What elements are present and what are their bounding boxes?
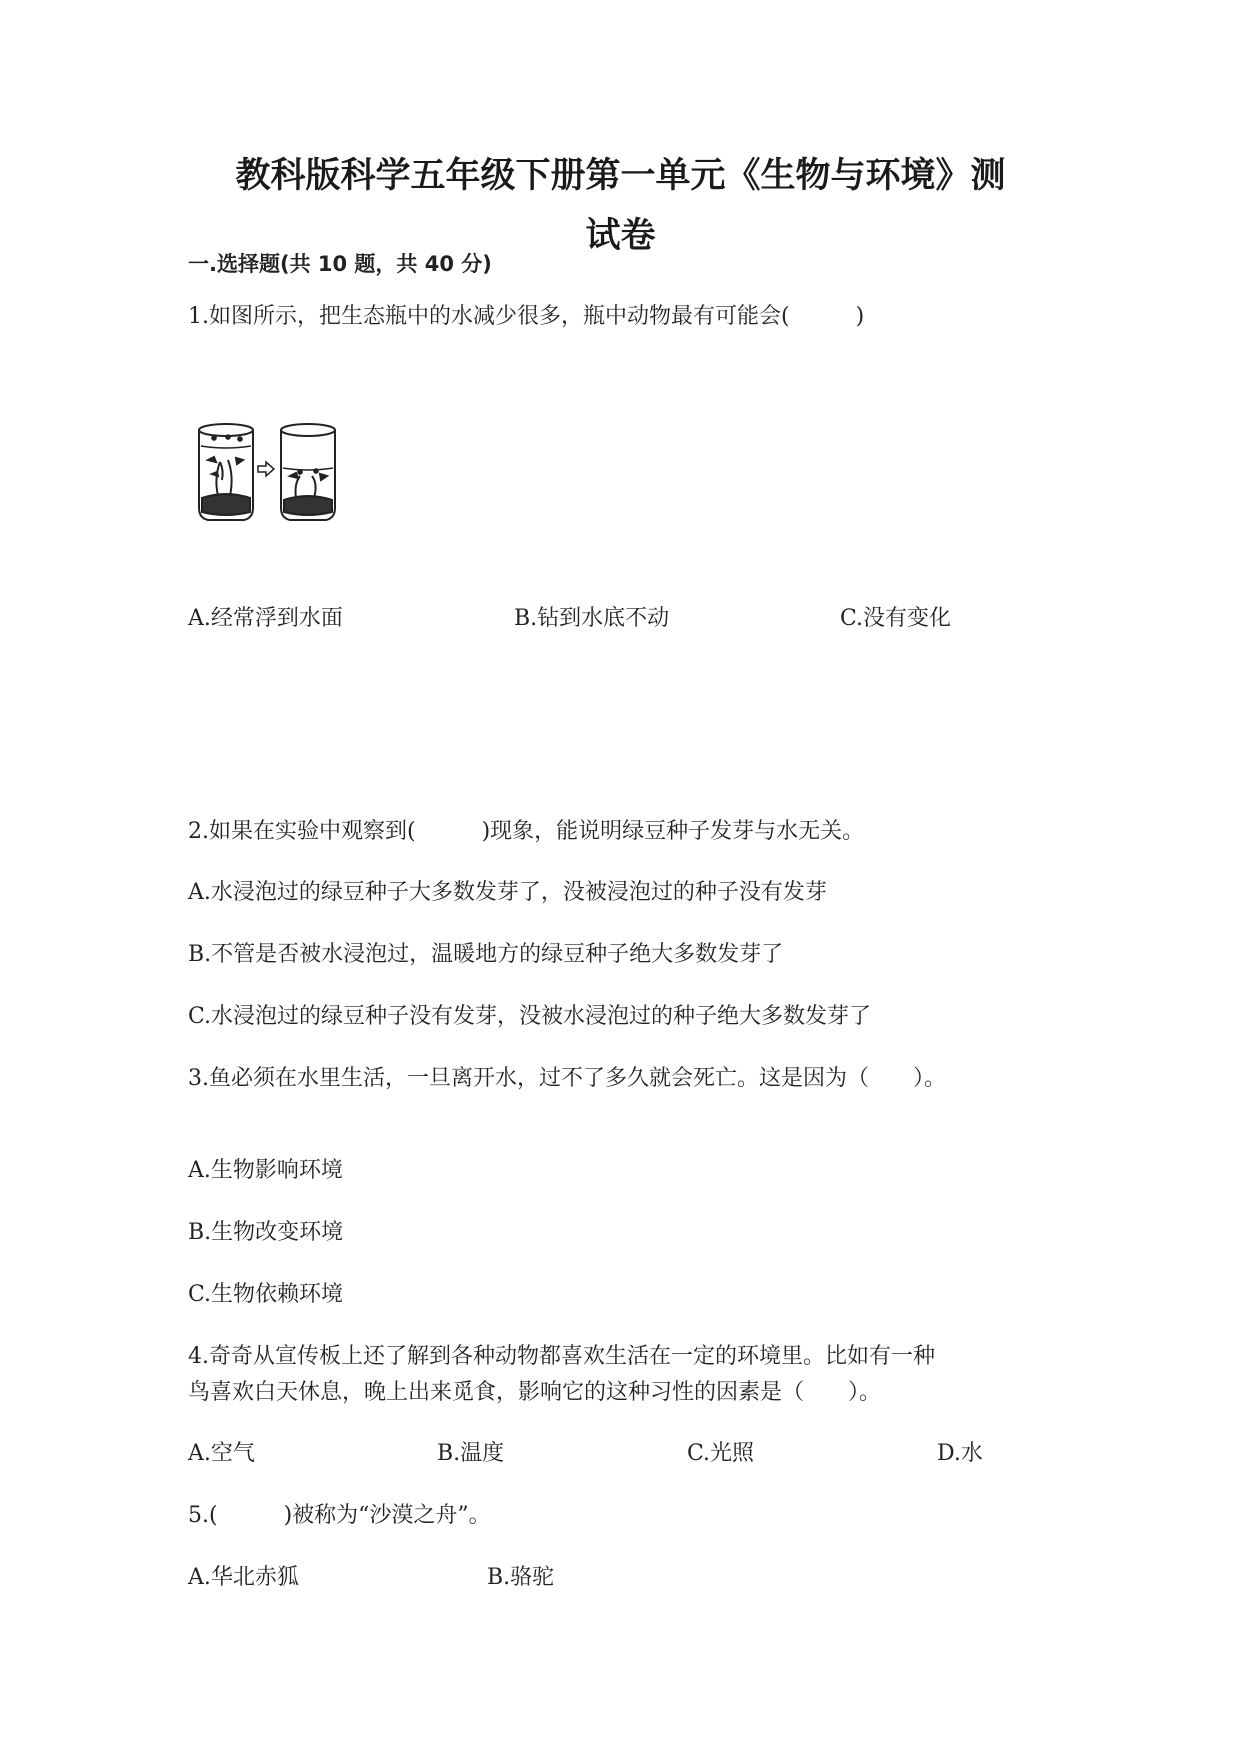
question-5-option-a: A.华北赤狐: [188, 1565, 299, 1590]
question-1-option-c: C.没有变化: [840, 606, 952, 631]
question-1-option-a: A.经常浮到水面: [188, 606, 343, 631]
question-3-option-a: A.生物影响环境: [188, 1158, 343, 1183]
question-4-option-d: D.水: [937, 1441, 983, 1466]
bottle-before-icon: [199, 424, 253, 520]
question-3-stem: 3.鱼必须在水里生活，一旦离开水，过不了多久就会死亡。这是因为（ ）。: [188, 1066, 946, 1091]
question-4-stem-line-1: 4.奇奇从宣传板上还了解到各种动物都喜欢生活在一定的环境里。比如有一种: [188, 1344, 935, 1369]
question-4-option-b: B.温度: [437, 1441, 505, 1466]
question-3-option-b: B.生物改变环境: [188, 1220, 344, 1245]
question-2-stem: 2.如果在实验中观察到( )现象，能说明绿豆种子发芽与水无关。: [188, 819, 865, 844]
question-2-option-c: C.水浸泡过的绿豆种子没有发芽，没被水浸泡过的种子绝大多数发芽了: [188, 1004, 872, 1029]
question-5-stem: 5.( )被称为“沙漠之舟”。: [188, 1503, 491, 1528]
page-title-line-2: 试卷: [585, 216, 656, 256]
question-3-option-c: C.生物依赖环境: [188, 1282, 344, 1307]
question-2-option-a: A.水浸泡过的绿豆种子大多数发芽了，没被浸泡过的种子没有发芽: [188, 880, 827, 905]
question-4-stem-line-2: 鸟喜欢白天休息，晚上出来觅食，影响它的这种习性的因素是（ ）。: [188, 1380, 882, 1405]
ecology-bottle-figure: [196, 418, 366, 533]
arrow-icon: [258, 462, 274, 476]
question-4-option-c: C.光照: [687, 1441, 755, 1466]
question-4-option-a: A.空气: [188, 1441, 255, 1466]
question-2-option-b: B.不管是否被水浸泡过，温暖地方的绿豆种子绝大多数发芽了: [188, 942, 784, 967]
question-1-option-b: B.钻到水底不动: [514, 606, 670, 631]
section-heading: 一.选择题(共 10 题，共 40 分): [188, 252, 492, 276]
question-5-option-b: B.骆驼: [487, 1565, 555, 1590]
question-1-stem: 1.如图所示，把生态瓶中的水减少很多，瓶中动物最有可能会( ): [188, 304, 865, 329]
bottle-after-icon: [281, 424, 335, 520]
page-title-line-1: 教科版科学五年级下册第一单元《生物与环境》测: [235, 156, 1006, 196]
